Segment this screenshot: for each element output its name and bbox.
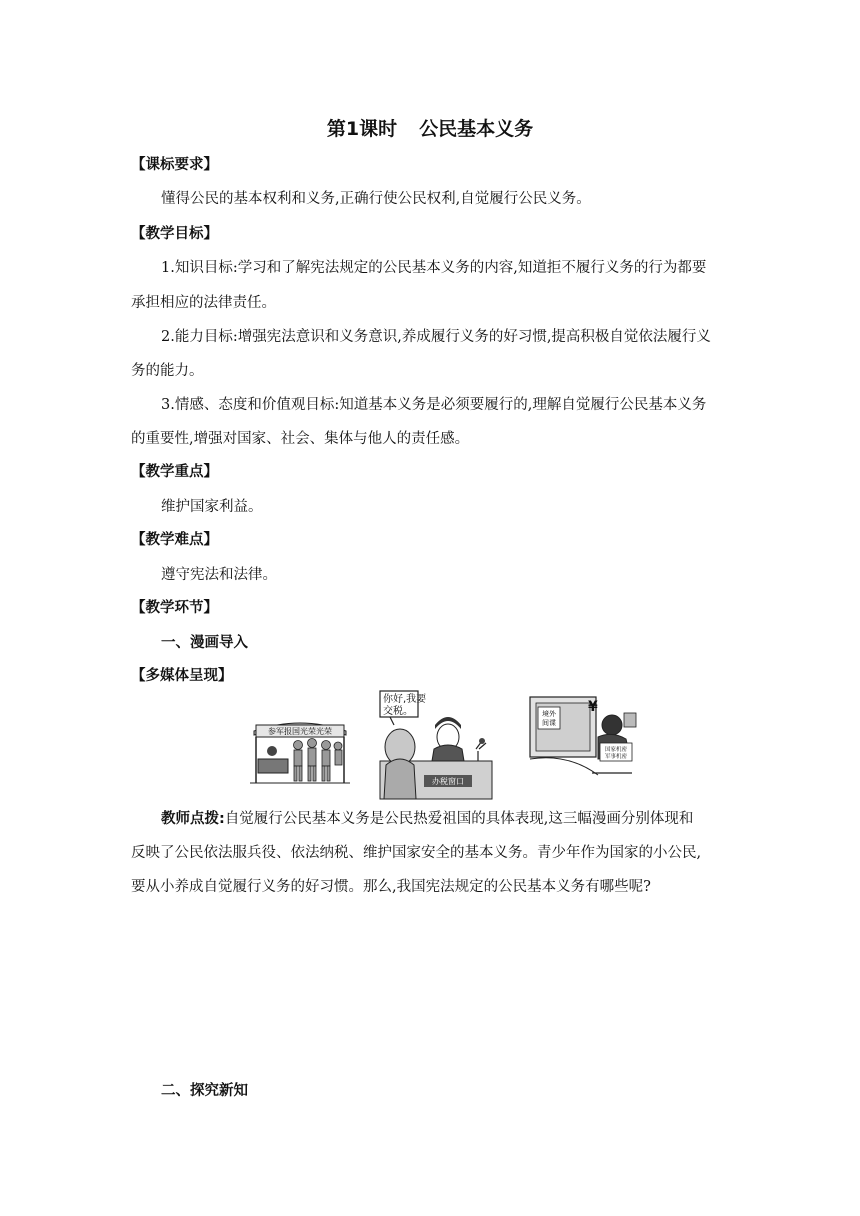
tax-window-sign: 办税窗口 xyxy=(432,777,464,786)
cartoon-strip xyxy=(250,689,650,801)
goal-1-line-2: 承担相应的法律责任。 xyxy=(131,295,276,311)
teacher-tip-line-1 xyxy=(161,809,761,829)
goals-heading: 【教学目标】 xyxy=(131,226,218,242)
key-point-text: 维护国家利益。 xyxy=(161,499,263,515)
secret-doc-line-1: 国家机密 xyxy=(604,747,628,753)
teacher-tip-line-3: 要从小养成自觉履行义务的好习惯。那么,我国宪法规定的公民基本义务有哪些呢? xyxy=(131,879,651,895)
steps-heading: 【教学环节】 xyxy=(131,600,218,616)
step-1-heading: 一、漫画导入 xyxy=(161,635,248,651)
media-heading: 【多媒体呈现】 xyxy=(131,668,233,684)
speech-bubble-line-1: 你好,我要 xyxy=(383,694,427,705)
goal-2-line-2: 务的能力。 xyxy=(131,363,204,379)
national-security-cartoon xyxy=(528,695,640,777)
currency-symbol: ¥ xyxy=(588,699,598,715)
spy-sign-line-2: 间谍 xyxy=(542,719,556,727)
goal-3-line-2: 的重要性,增强对国家、社会、集体与他人的责任感。 xyxy=(131,431,470,447)
lesson-number: 第1课时 xyxy=(326,118,398,140)
difficulty-text: 遵守宪法和法律。 xyxy=(161,567,277,583)
secret-doc-line-2: 军事机密 xyxy=(604,754,628,760)
teacher-tip-text-1: 自觉履行公民基本义务是公民热爱祖国的具体表现,这三幅漫画分别体现和 xyxy=(224,811,694,827)
key-point-heading: 【教学重点】 xyxy=(131,464,218,480)
spy-sign-line-1: 境外 xyxy=(542,710,556,718)
goal-3-line-1: 3.情感、态度和价值观目标:知道基本义务是必须要履行的,理解自觉履行公民基本义务 xyxy=(161,397,707,413)
teacher-tip-label: 教师点拨: xyxy=(161,811,225,827)
goal-2-line-1: 2.能力目标:增强宪法意识和义务意识,养成履行义务的好习惯,提高积极自觉依法履行义 xyxy=(161,329,711,345)
step-2-heading: 二、探究新知 xyxy=(161,1083,248,1099)
cartoon-1-banner: 参军报国光荣光荣 xyxy=(268,727,332,736)
standards-heading: 【课标要求】 xyxy=(131,157,218,173)
standards-text: 懂得公民的基本权利和义务,正确行使公民权利,自觉履行公民义务。 xyxy=(161,191,591,207)
teacher-tip-line-2: 反映了公民依法服兵役、依法纳税、维护国家安全的基本义务。青少年作为国家的小公民, xyxy=(131,845,702,861)
speech-bubble-line-2: 交税。 xyxy=(383,706,413,717)
goal-1-line-1: 1.知识目标:学习和了解宪法规定的公民基本义务的内容,知道拒不履行义务的行为都要 xyxy=(161,260,707,276)
tax-paying-cartoon xyxy=(378,689,494,801)
difficulty-heading: 【教学难点】 xyxy=(131,532,218,548)
page-title xyxy=(0,114,860,141)
lesson-name: 公民基本义务 xyxy=(419,118,534,140)
military-service-cartoon xyxy=(250,711,350,787)
